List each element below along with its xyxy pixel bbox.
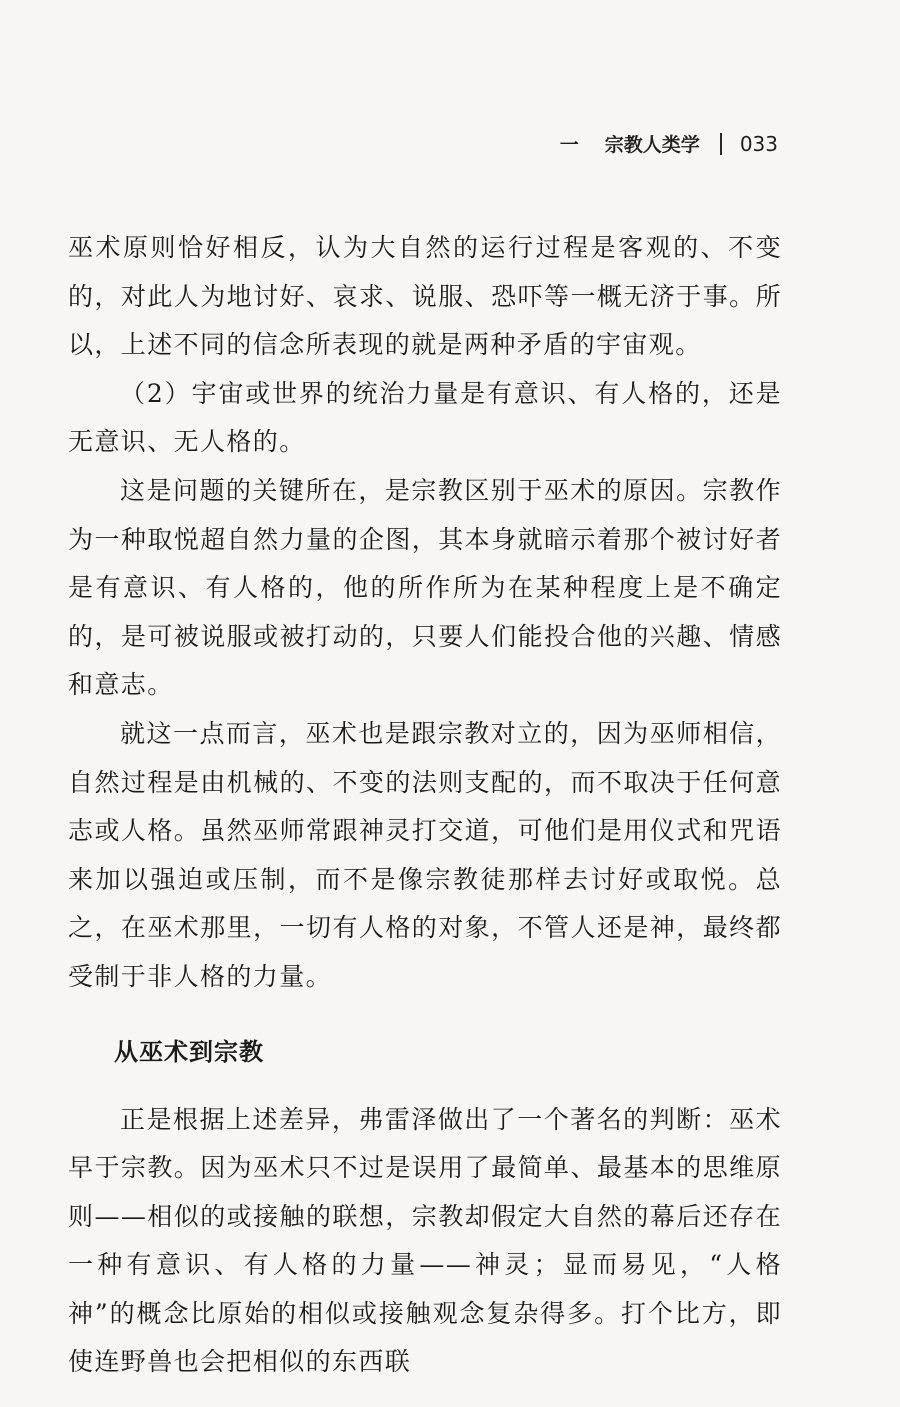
paragraph-continued: 巫术原则恰好相反，认为大自然的运行过程是客观的、不变的，对此人为地讨好、哀求、说服、恐吓等一概无济于事。所以，上述不同的信念所表现的就是两种矛盾的宇宙观。 bbox=[68, 233, 782, 360]
paragraph-magic-vs-religion: 就这一点而言，巫术也是跟宗教对立的，因为巫师相信，自然过程是由机械的、不变的法则支配的，而不取决于任何意志或人格。虽然巫师常跟神灵打交道，可他们是用仪式和咒语来加以强迫或压制，而不是像宗教徒那样去讨好或取悦。总之，在巫术那里，一切有人格的对象，不管人还是神，最终都受制于非人格的力量。 bbox=[68, 718, 782, 991]
chapter-title: 宗教人类学 bbox=[604, 134, 700, 156]
header-dash: 一 bbox=[559, 134, 579, 156]
header-divider bbox=[720, 133, 722, 155]
paragraph-frazer-judgment: 正是根据上述差异，弗雷泽做出了一个著名的判断：巫术早于宗教。因为巫术只不过是误用了最简单、最基本的思维原则——相似的或接触的联想，宗教却假定大自然的幕后还存在一种有意识、有人格的力量——神灵；显而易见，“人格神”的概念比原始的相似或接触观念复杂得多。打个比方，即使连野兽也会把相似的东西联 bbox=[68, 1104, 782, 1377]
page-body bbox=[68, 224, 782, 1387]
page-number: 033 bbox=[739, 131, 778, 156]
paragraph-point-2: （2）宇宙或世界的统治力量是有意识、有人格的，还是无意识、无人格的。 bbox=[68, 378, 782, 457]
running-header bbox=[560, 130, 778, 157]
paragraph-key-issue: 这是问题的关键所在，是宗教区别于巫术的原因。宗教作为一种取悦超自然力量的企图，其本身就暗示着那个被讨好者是有意识、有人格的，他的所作所为在某种程度上是不确定的，是可被说服或被打动的，只要人们能投合他的兴趣、情感和意志。 bbox=[68, 475, 782, 700]
section-heading: 从巫术到宗教 bbox=[114, 1037, 264, 1066]
